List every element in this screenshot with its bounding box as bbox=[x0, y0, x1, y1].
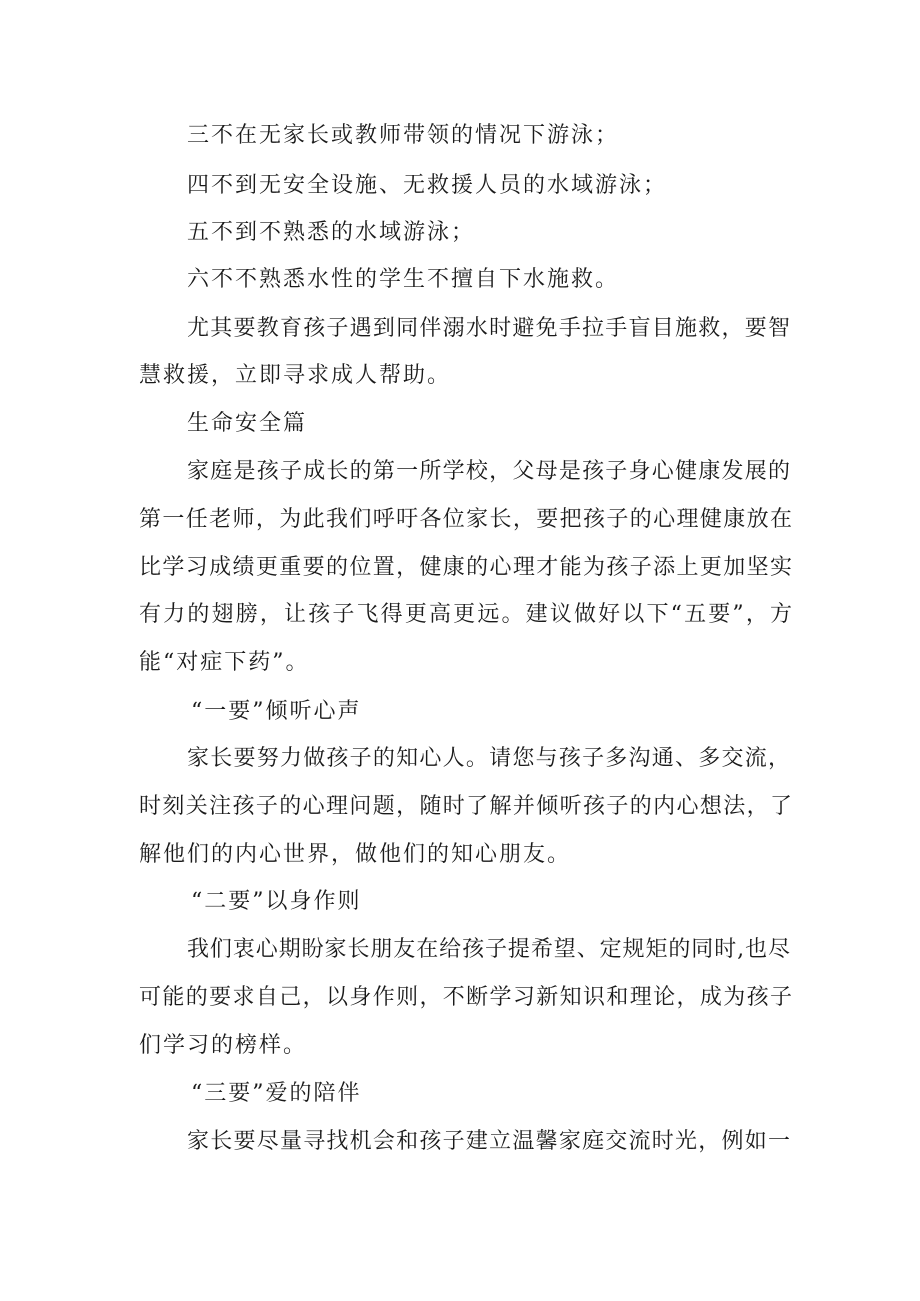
para-companion-line-1: 家长要尽量寻找机会和孩子建立温馨家庭交流时光，例如一 bbox=[187, 1129, 790, 1154]
section-title: 生命安全篇 bbox=[187, 411, 308, 436]
rule-5-line: 五不到不熟悉的水域游泳； bbox=[187, 220, 476, 245]
rescue-advice-line-2: 慧救援，立即寻求成人帮助。 bbox=[139, 363, 452, 388]
rule-4-line: 四不到无安全设施、无救援人员的水域游泳； bbox=[187, 173, 668, 198]
para-listen-line-3: 解他们的内心世界，做他们的知心朋友。 bbox=[139, 842, 572, 867]
para-example-line-1: 我们衷心期盼家长朋友在给孩子提希望、定规矩的同时,也尽 bbox=[187, 937, 790, 962]
family-intro-line-2: 第一任老师，为此我们呼吁各位家长，要把孩子的心理健康放在 bbox=[139, 507, 792, 532]
para-listen-line-2: 时刻关注孩子的心理问题，随时了解并倾听孩子的内心想法，了 bbox=[139, 794, 792, 819]
heading-example: “二要”以身作则 bbox=[191, 889, 362, 914]
family-intro-line-5: 能“对症下药”。 bbox=[139, 650, 310, 675]
para-example-line-3: 们学习的榜样。 bbox=[139, 1033, 308, 1058]
heading-listen: “一要”倾听心声 bbox=[191, 699, 362, 724]
heading-companion: “三要”爱的陪伴 bbox=[191, 1081, 362, 1106]
rule-3-line: 三不在无家长或教师带领的情况下游泳； bbox=[187, 123, 620, 148]
para-example-line-2: 可能的要求自己，以身作则，不断学习新知识和理论，成为孩子 bbox=[139, 985, 792, 1010]
family-intro-line-3: 比学习成绩更重要的位置，健康的心理才能为孩子添上更加坚实 bbox=[139, 555, 792, 580]
rule-6-line: 六不不熟悉水性的学生不擅自下水施救。 bbox=[187, 267, 620, 292]
family-intro-line-1: 家庭是孩子成长的第一所学校，父母是孩子身心健康发展的 bbox=[187, 459, 790, 484]
para-listen-line-1: 家长要努力做孩子的知心人。请您与孩子多沟通、多交流， bbox=[187, 746, 790, 771]
family-intro-line-4: 有力的翅膀，让孩子飞得更高更远。建议做好以下“五要”，方 bbox=[139, 602, 792, 627]
rescue-advice-line-1: 尤其要教育孩子遇到同伴溺水时避免手拉手盲目施救，要智 bbox=[187, 316, 790, 341]
